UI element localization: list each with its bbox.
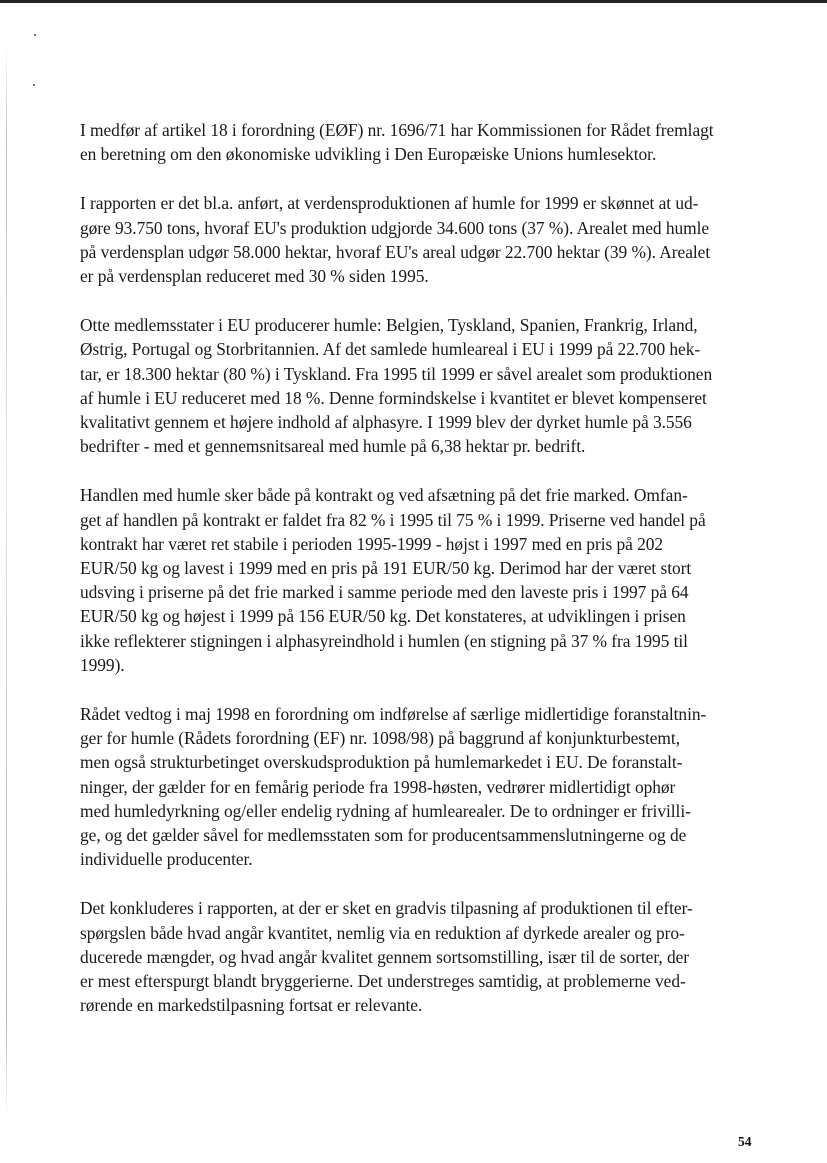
text-line: spørgslen både hvad angår kvantitet, nemlig via en reduktion af dyrkede arealer og pro- [80,922,685,943]
text-line: EUR/50 kg og højest i 1999 på 156 EUR/50 kg. Det konstateres, at udviklingen i prisen [80,606,686,627]
text-line: get af handlen på kontrakt er faldet fra 82 % i 1995 til 75 % i 1999. Priserne ved handel på [80,509,706,530]
text-line: ninger, der gælder for en femårig periode fra 1998-høsten, vedrører midlertidigt ophør [80,776,676,797]
text-line: Østrig, Portugal og Storbritannien. Af det samlede humleareal i EU i 1999 på 22.700 hek- [80,339,701,360]
text-line: kvalitativt gennem et højere indhold af alphasyre. I 1999 blev der dyrket humle på 3.556 [80,412,692,433]
text-line: på verdensplan udgør 58.000 hektar, hvoraf EU's areal udgør 22.700 hektar (39 %). Arealet [80,241,711,262]
document-body [80,118,770,1043]
text-line: Det konkluderes i rapporten, at der er sket en gradvis tilpasning af produktionen til efter- [80,898,693,919]
text-line: I medfør af artikel 18 i forordning (EØF) nr. 1696/71 har Kommissionen for Rådet fremlagt [80,120,714,140]
text-line: I rapporten er det bl.a. anført, at verdensproduktionen af humle for 1999 er skønnet at ud- [80,193,699,214]
text-line: er mest efterspurgt blandt bryggerierne. Det understreges samtidig, at problemerne ved- [80,971,686,992]
text-line: af humle i EU reduceret med 18 %. Denne formindskelse i kvantitet er blevet kompenseret [80,387,707,408]
text-line: 1999). [80,654,125,675]
text-line: er på verdensplan reduceret med 30 % siden 1995. [80,266,429,287]
scan-speck [34,34,36,36]
text-line: Otte medlemsstater i EU producerer humle: Belgien, Tyskland, Spanien, Frankrig, Irland, [80,315,698,336]
paragraph-council-regulation [80,702,770,871]
text-line: kontrakt har været ret stabile i perioden 1995-1999 - højst i 1997 med en pris på 202 [80,533,664,554]
text-line: tar, er 18.300 hektar (80 %) i Tyskland. Fra 1995 til 1999 er såvel arealet som produktionen [80,363,713,384]
scan-edge-shadow [6,40,7,1120]
text-line: individuelle producenter. [80,849,253,870]
text-line: udsving i priserne på det frie marked i samme periode med den laveste pris i 1997 på 64 [80,582,689,603]
text-line: gøre 93.750 tons, hvoraf EU's produktion udgjorde 34.600 tons (37 %). Arealet med humle [80,217,710,238]
text-line: ge, og det gælder såvel for medlemsstaten som for producentsammenslutningerne og de [80,825,687,846]
text-line: med humledyrkning og/eller endelig rydning af humlearealer. De to ordninger er frivilli- [80,800,691,821]
text-line: EUR/50 kg og lavest i 1999 med en pris på 191 EUR/50 kg. Derimod har der været stort [80,558,692,579]
paragraph-trade-prices [80,483,770,677]
page-number: 54 [738,1134,752,1149]
paragraph-world-production [80,191,770,288]
text-line: ducerede mængder, og hvad angår kvalitet gennem sortsomstilling, især til de sorter, der [80,946,690,967]
text-line: ger for humle (Rådets forordning (EF) nr. 1098/98) på baggrund af konjunkturbestemt, [80,728,680,749]
paragraph-report-intro [80,118,770,166]
text-line: men også strukturbetinget overskudsproduktion på humlemarkedet i EU. De foranstalt- [80,752,683,773]
scan-speck [33,84,35,86]
paragraph-conclusion [80,896,770,1017]
text-line: ikke reflekterer stigningen i alphasyreindhold i humlen (en stigning på 37 % fra 1995 til [80,630,688,651]
text-line: Handlen med humle sker både på kontrakt og ved afsætning på det frie marked. Omfan- [80,485,688,506]
paragraph-member-states [80,313,770,458]
text-line: Rådet vedtog i maj 1998 en forordning om indførelse af særlige midlertidige foranstaltnin- [80,704,707,725]
text-line: bedrifter - med et gennemsnitsareal med humle på 6,38 hektar pr. bedrift. [80,436,586,457]
top-border-rule [0,0,827,3]
text-line: en beretning om den økonomiske udvikling i Den Europæiske Unions humlesektor. [80,144,657,165]
text-line: rørende en markedstilpasning fortsat er relevante. [80,995,423,1016]
